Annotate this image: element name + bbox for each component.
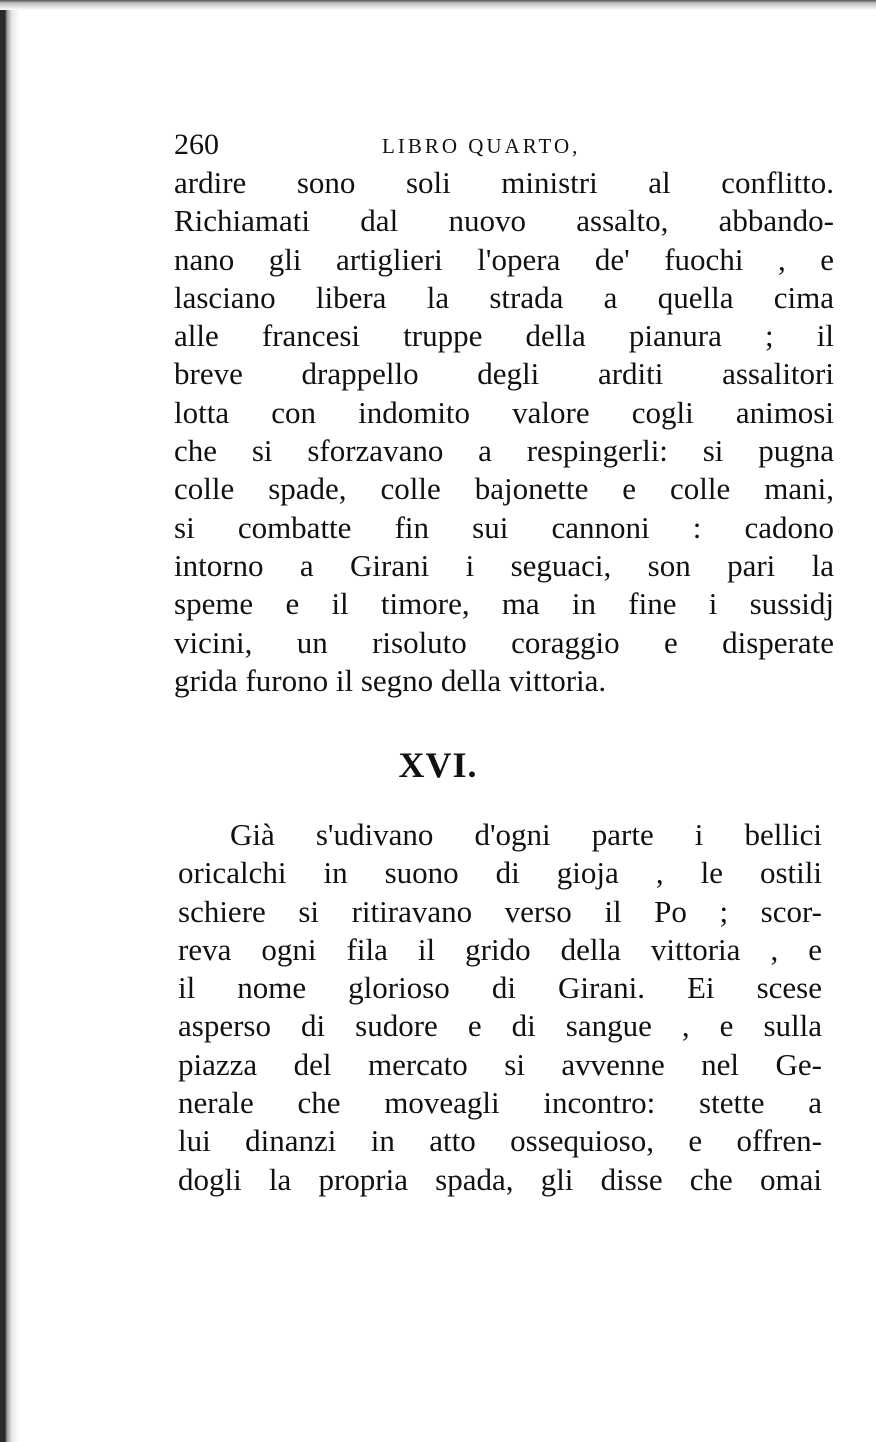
text-line: schiere si ritiravano verso il Po ; scor- — [178, 893, 822, 929]
text-line: intorno a Girani i seguaci, son pari la — [174, 547, 834, 583]
page-binding-edge — [0, 0, 20, 1442]
text-line: Già s'udivano d'ogni parte i bellici — [230, 817, 822, 852]
text-line: ardire sono soli ministri al conflitto. — [174, 165, 834, 200]
text-line: piazza del mercato si avvenne nel Ge- — [178, 1046, 822, 1082]
paragraph-2 — [178, 816, 822, 1199]
text-line: il nome glorioso di Girani. Ei scese — [178, 970, 822, 1006]
text-line: Richiamati dal nuovo assalto, abbando- — [174, 203, 834, 239]
page-number: 260 — [174, 128, 219, 161]
text-line: alle francesi truppe della pianura ; il — [174, 318, 834, 354]
page-top-edge — [0, 0, 876, 10]
text-line: oricalchi in suono di gioja , le ostili — [178, 855, 822, 891]
text-line: lotta con indomito valore cogli animosi — [174, 394, 834, 430]
text-line: si combatte fin sui cannoni : cadono — [174, 509, 834, 545]
text-line: breve drappello degli arditi assalitori — [174, 356, 834, 392]
text-line: nerale che moveagli incontro: stette a — [178, 1085, 822, 1121]
text-line: grida furono il segno della vittoria. — [174, 662, 607, 698]
text-line: speme e il timore, ma in fine i sussidj — [174, 586, 834, 622]
section-heading: XVI. — [398, 745, 478, 785]
text-line: reva ogni fila il grido della vittoria , e — [178, 931, 822, 967]
text-line: lasciano libera la strada a quella cima — [174, 279, 834, 315]
paragraph-1 — [174, 164, 834, 700]
text-line: dogli la propria spada, gli disse che omai — [178, 1161, 822, 1197]
text-line: nano gli artiglieri l'opera de' fuochi , e — [174, 241, 834, 277]
text-line: colle spade, colle bajonette e colle mani, — [174, 471, 834, 507]
text-line: che si sforzavano a respingerli: si pugna — [174, 433, 834, 469]
text-line: vicini, un risoluto coraggio e disperate — [174, 624, 834, 660]
text-line: lui dinanzi in atto ossequioso, e offren- — [178, 1123, 822, 1159]
running-head: LIBRO QUARTO, — [382, 134, 581, 158]
text-line: asperso di sudore e di sangue , e sulla — [178, 1008, 822, 1044]
page-header — [174, 128, 834, 164]
